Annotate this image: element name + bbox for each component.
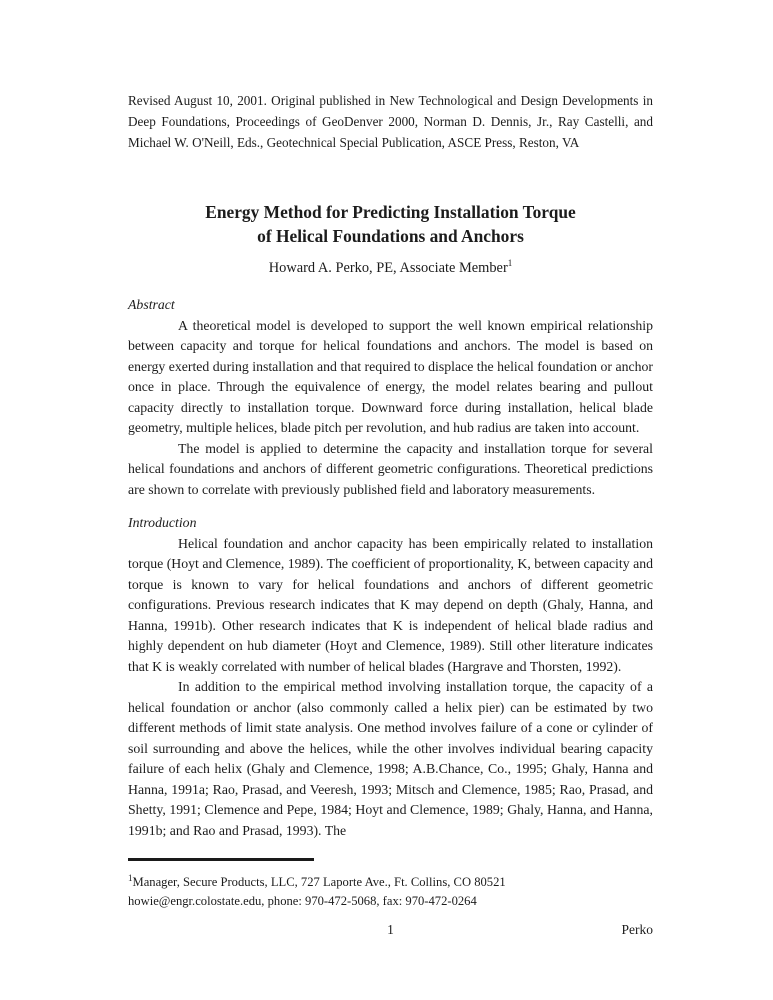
revision-provenance-note: Revised August 10, 2001. Original published in New Technological and Design Developments in Deep Foundations, Proceedings of GeoDenver 2000, Norman D. Dennis, Jr., Ray Castelli, and Michael W. O'Neill, Eds., Geotechnical Special Publication, ASCE Press, Reston, VA (128, 93, 653, 150)
footnote-block (128, 858, 653, 911)
section-heading-introduction: Introduction (128, 515, 197, 530)
paper-title-line2: of Helical Foundations and Anchors (257, 225, 524, 246)
author-name: Howard A. Perko, PE, Associate Member (268, 260, 508, 276)
page-footer (128, 922, 653, 942)
author-footnote-ref: 1 (507, 258, 513, 269)
running-author: Perko (621, 922, 653, 937)
footnote-separator-rule (128, 858, 314, 861)
paper-title-line1: Energy Method for Predicting Installation Torque (205, 202, 576, 222)
footnote-line-1 (128, 873, 653, 892)
section-heading-abstract: Abstract (128, 297, 175, 312)
abstract-paragraph-2: The model is applied to determine the capacity and installation torque for several helical foundations and anchors of different geometric configurations. Theoretical predictions are shown to correlate with previously published field and laboratory measurements. (128, 440, 653, 497)
page-content (128, 90, 653, 841)
footnote-ref-marker: 1 (128, 872, 133, 883)
abstract-paragraph-1: A theoretical model is developed to support the well known empirical relationship between capacity and torque for helical foundations and anchors. The model is based on energy exerted during installation and that required to displace the helical foundation or anchor once in place. Through the equivalence of energy, the model relates bearing and pullout capacity directly to installation torque. Downward force during installation, helical blade geometry, multiple helices, blade pitch per revolution, and hub radius are taken into account. (128, 317, 653, 435)
footnote-line-2: howie@engr.colostate.edu, phone: 970-472-5068, fax: 970-472-0264 (128, 894, 477, 908)
footnote-affiliation: Manager, Secure Products, LLC, 727 Laporte Ave., Ft. Collins, CO 80521 (132, 875, 506, 889)
introduction-paragraph-1: Helical foundation and anchor capacity has been empirically related to installation torque (Hoyt and Clemence, 1989). The coefficient of proportionality, K, between capacity and torque is known to vary for helical foundations and anchors of different geometric configurations. Previous research indicates that K may depend on depth (Ghaly, Hanna, and Hanna, 1991b). Other research indicates that K is independent of helical blade radius and highly dependent on hub diameter (Hoyt and Clemence, 1989). Still other literature indicates that K is weakly correlated with number of helical blades (Hargrave and Thorsten, 1992). (128, 535, 653, 674)
introduction-paragraph-2: In addition to the empirical method involving installation torque, the capacity of a helical foundation or anchor (also commonly called a helix pier) can be estimated by two different methods of limit state analysis. One method involves failure of a cone or cylinder of soil surrounding and above the helices, while the other involves individual bearing capacity failure of each helix (Ghaly and Clemence, 1998; A.B.Chance, Co., 1995; Ghaly, Hanna and Hanna, 1991a; Rao, Prasad, and Veeresh, 1993; Mitsch and Clemence, 1985; Rao, Prasad, and Shetty, 1991; Clemence and Pepe, 1984; Hoyt and Clemence, 1989; Ghaly, Hanna, and Hanna, 1991b; and Rao and Prasad, 1993). The (128, 679, 653, 838)
paper-title (128, 201, 653, 248)
page-number: 1 (387, 922, 394, 937)
author-line (128, 258, 653, 278)
